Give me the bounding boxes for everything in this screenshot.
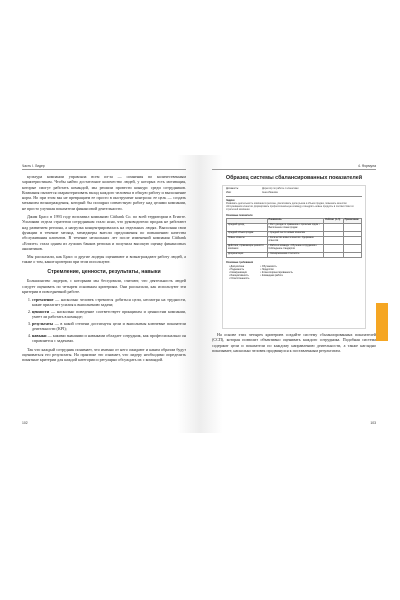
criteria-item <box>32 309 186 320</box>
page-number: 102 <box>22 421 28 425</box>
scorecard-form <box>226 187 362 327</box>
indicator-cell: • Количество новых клиентов • Удержание клиентов <box>267 236 324 244</box>
list-item: • Клиентоориентированность <box>260 271 293 274</box>
book-spread <box>12 155 388 433</box>
table-header-cell: Примечание <box>343 218 361 223</box>
criteria-term: ценности <box>32 309 50 315</box>
meta-key: Имя: <box>226 191 232 195</box>
table-row <box>227 223 362 231</box>
table-header-cell: Рейтинг (1–5) <box>324 218 343 223</box>
paragraph: Так что каждый сотрудник понимает, что именно от него ожидают и каким образом будут оцениваться его результаты. На практике это означает, что лидеру необходимо определить понятные критерии для каждой категории и регулярно обсуждать их с командой. <box>22 346 186 363</box>
running-head: 4. Формула <box>358 164 376 168</box>
criteria-list <box>22 297 186 344</box>
note-cell <box>343 244 361 252</box>
page-title: Образец системы сбалансированных показателей <box>225 175 363 181</box>
requirements-list-left <box>226 265 249 280</box>
list-item: • Инициативность <box>229 274 249 277</box>
criteria-text: — какими знаниями и навыками обладает сотрудник, как профессионально он справляется с задачами. <box>32 333 186 344</box>
left-body-text <box>22 174 186 366</box>
header-rule <box>212 169 376 170</box>
list-item: • Коммуникация <box>229 271 249 274</box>
meta-row <box>226 191 362 194</box>
left-page <box>12 155 200 433</box>
paragraph: Мы рассказали, как Брасс и другие лидеры оценивают и вознаграждают работу людей, а также о том, какие критерии при этом используют. <box>22 254 186 265</box>
category-cell: Действия, отражающие ценности компании <box>227 244 268 252</box>
table-row <box>227 252 362 257</box>
note-cell <box>343 223 361 231</box>
category-cell: Новые клиенты <box>227 236 268 244</box>
criteria-term: стремление <box>32 297 54 303</box>
meta-row <box>226 187 362 190</box>
category-cell: Документация <box>227 252 268 257</box>
chapter-tab-marker <box>376 303 388 341</box>
section-heading: Стремление, ценности, результаты, навыки <box>47 268 161 275</box>
criteria-item <box>32 297 186 308</box>
criteria-item <box>32 321 186 332</box>
right-body-text <box>212 332 376 353</box>
scorecard-table <box>226 218 362 258</box>
paragraph: На основе этих четырех критериев создайте систему сбалансированных показателей (ССП), которая позволит объективно оценивать каждого сотрудника. Подобная система содержит цели и показатели по каждому направлению деятельности, а также наглядно показывает, насколько человек продвинулся к поставленным результатам. <box>212 332 376 353</box>
indicator-cell: • Рост дохода по сравнению с прошлым годом • Выполнение плана продаж <box>267 223 324 231</box>
requirements-columns <box>226 265 362 280</box>
table-row <box>227 236 362 244</box>
requirements-block <box>226 261 362 281</box>
list-item: • Лидерство <box>260 268 293 271</box>
criteria-term: результаты <box>32 321 54 327</box>
note-cell <box>343 236 361 244</box>
criteria-term: навыки <box>32 333 47 339</box>
meta-value: Анна Иванова <box>262 191 278 195</box>
meta-key: Должность: <box>226 187 239 190</box>
category-cell: Средний объем продаж <box>227 231 268 236</box>
requirements-label: Основные требования <box>226 260 253 264</box>
tasks-text: Развивать деятельность компании в регионе, увеличивать долю рынка и объем продаж, повышать качество обслуживания клиентов, формировать профессиональную команду и внедрять новые продукты в соответствии со стратегией компании. <box>226 202 354 212</box>
criteria-text: — насколько поведение соответствует принципам и ценностям компании, умеет ли работать в команде; <box>32 309 187 320</box>
paragraph: Джим Брасс в 1993 году возглавил компанию Citibank Co. по всей территории в Египте. Усилиями отдела стратегии сотрудникам стало ясно, что руководители продаж не работают над развитием региона, а нагрузка концентрировалась на отдельных людях. Выполняя свои функции в течение месяца, менеджеры внесли предложения по повышению качества обслуживания клиентов. В течение нескольких лет после изменений компания Citibank «Египет» стала одним из лучших банков региона и получила высокую оценку финансовых аналитиков. <box>22 214 186 251</box>
category-cell: Средний доход <box>227 223 268 231</box>
indicator-cell: • Своевременная отчетность <box>267 252 324 257</box>
rating-cell <box>324 236 343 244</box>
criteria-text: — в какой степени достигнуты цели и выполнены ключевые показатели деятельности (KPI); <box>32 321 186 332</box>
list-item: • Дисциплина <box>229 265 249 268</box>
requirements-list-right <box>257 265 293 280</box>
list-item: • Обучаемость <box>260 265 293 268</box>
list-item: • Надежность <box>229 268 249 271</box>
rating-cell <box>324 223 343 231</box>
page-number: 103 <box>370 421 376 425</box>
section-intro: Большинство лидеров, с которыми мы беседовали, считают, что деятельность людей следует оценивать по четырем основным критериям. Они рассказали, как используют эти критерии в повседневной работе. <box>22 278 186 294</box>
indicator-cell: • Средний чек по новым клиентам <box>267 231 324 236</box>
header-rule <box>22 169 186 170</box>
criteria-text: — насколько человек стремится добиться цели, несмотря на трудности, какие прилагает усилия к выполнению задачи; <box>32 297 186 308</box>
right-page <box>200 155 388 433</box>
meta-value: Директор по работе с клиентами <box>262 187 299 190</box>
table-header-cell: Показатель <box>267 218 324 223</box>
indicator-cell: • Работа в команде • Обучение сотрудников • Соблюдение стандартов <box>267 244 324 252</box>
list-item: • Ответственность <box>229 277 249 280</box>
tasks-label: Задачи <box>226 199 235 203</box>
criteria-item <box>32 333 186 344</box>
table-row <box>227 244 362 252</box>
paragraph: культура компании управляла всем из-за — сомнения по количественным характеристикам. Чтобы найти достаточное количество людей, у которых есть мотивация, которые смогут работать командой, мы решили провести конкурс среди сотрудников. Компания пытается охарактеризовать вклад каждого человека в общую работу и выполнение норм. Но при этом мы не превращаем ее просто в инструмент контроля: ее цель — создать механизм вознаграждения, который бы поощрял совместную работу над целями компании, не просто улучшая показатели финансовой деятельности. <box>22 174 186 211</box>
running-head: Часть I. Лидер <box>22 164 45 168</box>
rating-cell <box>324 244 343 252</box>
note-cell <box>343 252 361 257</box>
main-indicators-label: Основные показатели <box>226 213 253 217</box>
form-divider <box>226 196 362 197</box>
rating-cell <box>324 252 343 257</box>
list-item: • Командная работа <box>260 274 293 277</box>
